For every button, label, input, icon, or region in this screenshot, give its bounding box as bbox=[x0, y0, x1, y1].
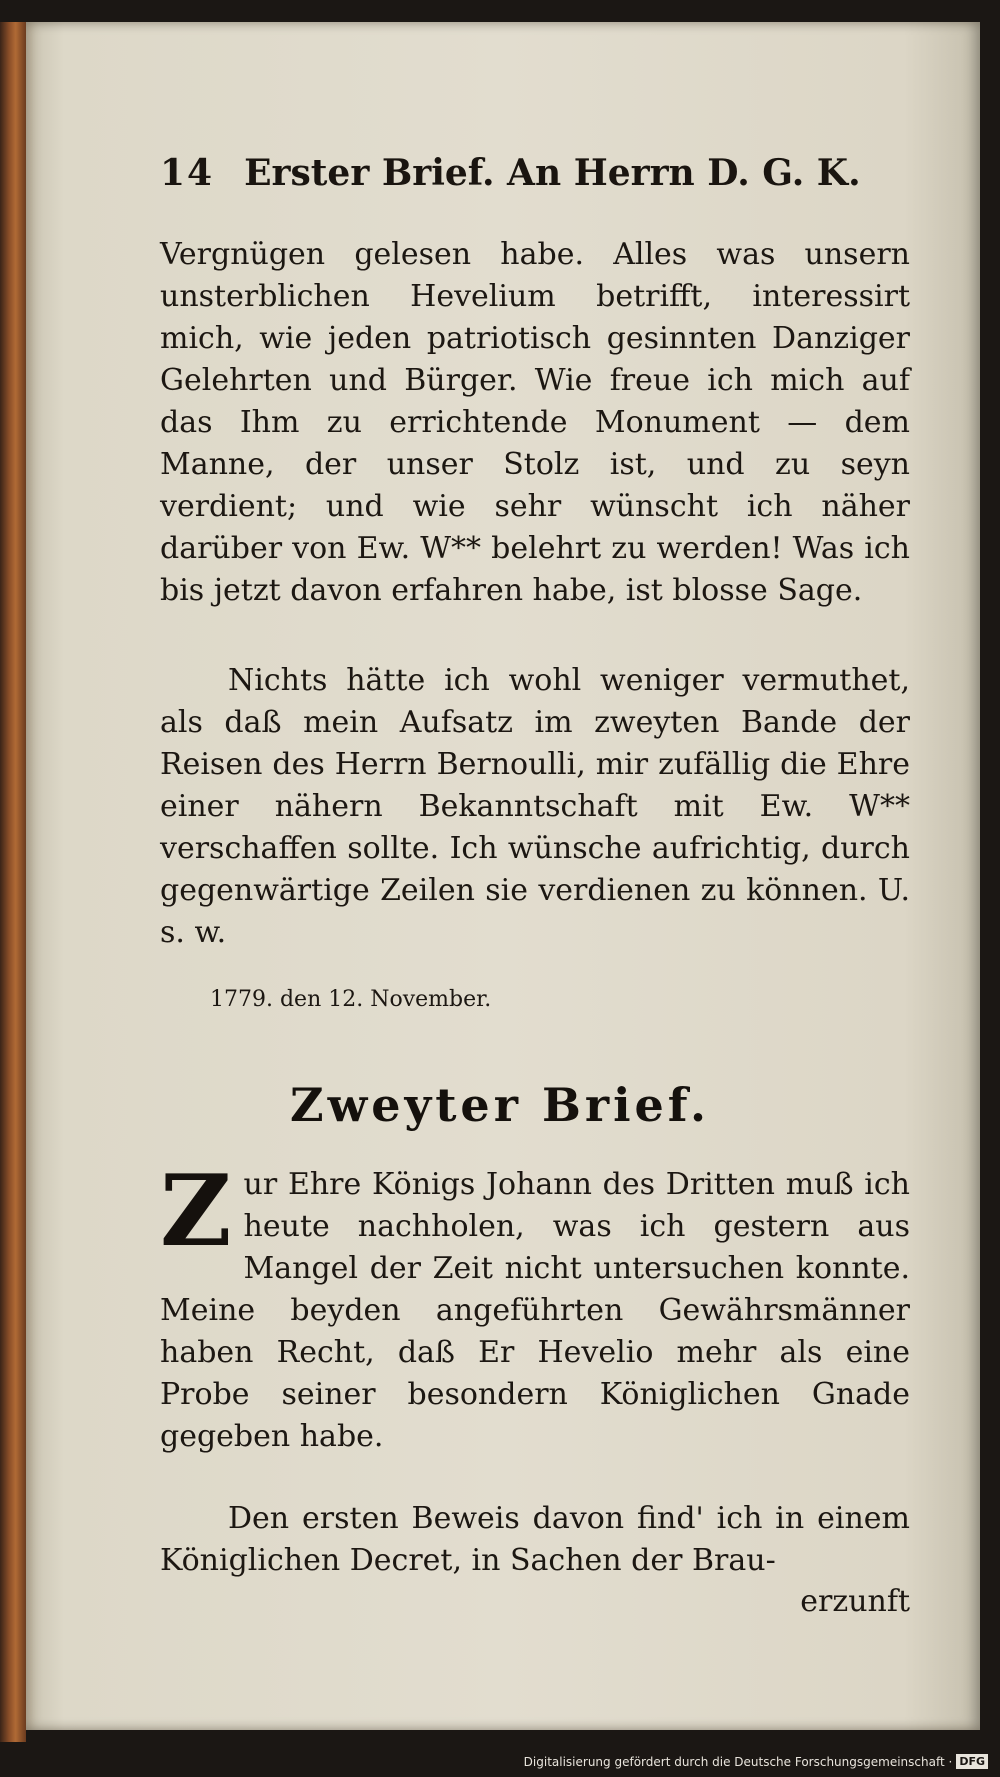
footer-credit: Digitalisierung gefördert durch die Deutsche Forschungsgemeinschaft · bbox=[523, 1754, 953, 1769]
paragraph-3-text: ur Ehre Königs Johann des Dritten muß ich heute nachholen, was ich gestern aus Mangel der Zeit nicht untersuchen konnte. Meine beyden angeführten Gewährsmänner haben Recht, daß Er Hevelio mehr als eine Probe seiner besondern Königlichen Gnade gegeben habe. bbox=[160, 1167, 910, 1454]
dfg-logo: DFG bbox=[956, 1754, 988, 1769]
paragraph-4: Den ersten Beweis davon find' ich in einem Königlichen Decret, in Sachen der Brau- bbox=[160, 1501, 910, 1578]
digitization-footer bbox=[524, 1754, 988, 1769]
paragraph-2: Nichts hätte ich wohl weniger vermuthet, als daß mein Aufsatz im zweyten Bande der Reisen des Herrn Bernoulli, mir zufällig die Ehre einer nähern Bekanntschaft mit Ew. W** verschaffen sollte. Ich wünsche aufrichtig, durch gegenwärtige Zeilen sie verdienen zu können. U. s. w. bbox=[160, 663, 910, 950]
drop-cap: Z bbox=[160, 1154, 232, 1269]
section-title: Zweyter Brief. bbox=[290, 1078, 710, 1132]
paragraph-1: Vergnügen gelesen habe. Alles was unsern unsterblichen Hevelium betrifft, interessirt mich, wie jeden patriotisch gesinnten Danziger Gelehrten und Bürger. Wie freue ich mich auf das Ihm zu errichtende Monument — dem Manne, der unser Stolz ist, und zu seyn verdient; und wie sehr wünscht ich näher darüber von Ew. W** belehrt zu werden! Was ich bis jetzt davon erfahren habe, ist blosse Sage. bbox=[160, 237, 910, 608]
letter-date: 1779. den 12. November. bbox=[210, 987, 492, 1012]
paragraph-3 bbox=[160, 1154, 910, 1458]
catchword: erzunft bbox=[800, 1584, 910, 1619]
book-spine bbox=[0, 22, 26, 1742]
page-number: 14 bbox=[160, 152, 215, 194]
running-title: Erster Brief. An Herrn D. G. K. bbox=[244, 152, 861, 194]
running-header bbox=[160, 152, 880, 194]
